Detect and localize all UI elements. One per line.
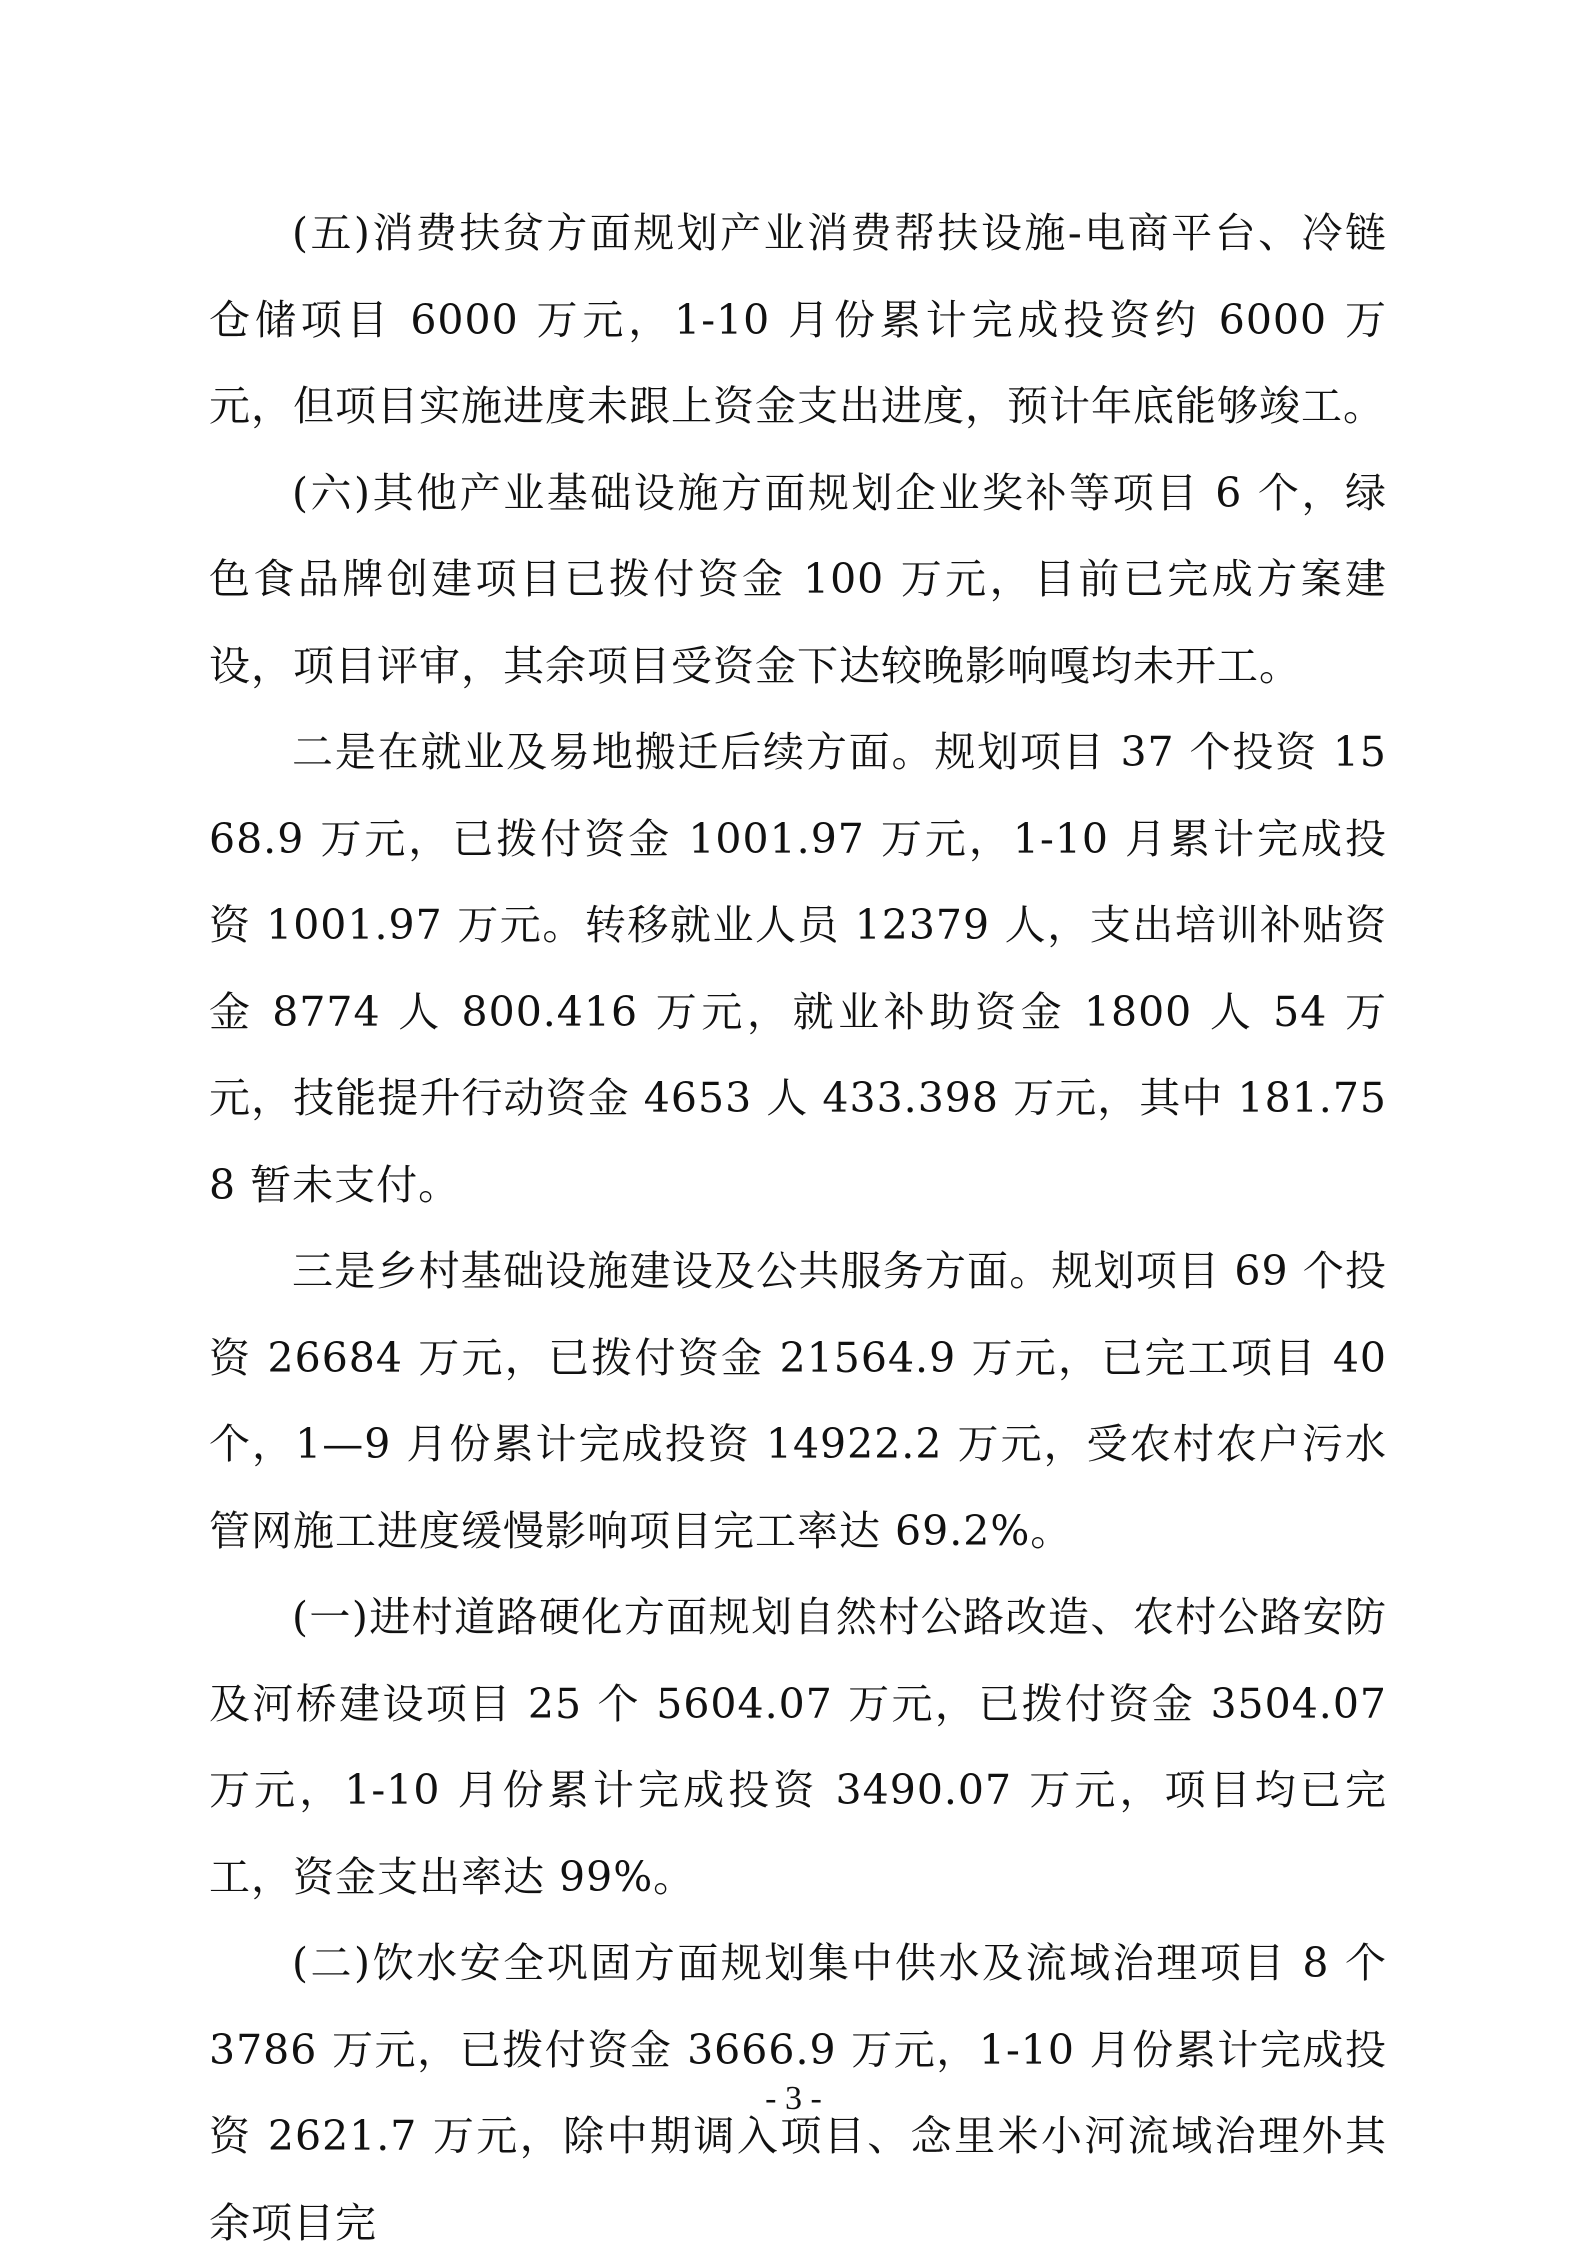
paragraph-consumption-poverty-alleviation: (五)消费扶贫方面规划产业消费帮扶设施-电商平台、冷链仓储项目 6000 万元，1-10 月份累计完成投资约 6000 万元，但项目实施进度未跟上资金支出进度，预计年底能够竣工。 <box>209 209 1387 430</box>
paragraph-drinking-water-safety: (二)饮水安全巩固方面规划集中供水及流域治理项目 8 个 3786 万元，已拨付资金 3666.9 万元，1-10 月份累计完成投资 2621.7 万元，除中期调入项目、念里米小河流域治理外其余项目完 <box>209 1939 1387 2247</box>
page-number: - 3 - <box>765 2080 822 2117</box>
paragraph-employment-relocation: 二是在就业及易地搬迁后续方面。规划项目 37 个投资 1568.9 万元，已拨付资金 1001.97 万元，1-10 月累计完成投资 1001.97 万元。转移就业人员 12379 人，支出培训补贴资金 8774 人 800.416 万元，就业补助资金 1800 人 54 万元，技能提升行动资金 4653 人 433.398 万元，其中 181.758 暂未支付。 <box>209 728 1387 1209</box>
paragraph-rural-infrastructure: 三是乡村基础设施建设及公共服务方面。规划项目 69 个投资 26684 万元，已拨付资金 21564.9 万元，已完工项目 40 个，1—9 月份累计完成投资 14922.2 万元，受农村农户污水管网施工进度缓慢影响项目完工率达 69.2%。 <box>209 1247 1387 1555</box>
paragraph-other-industry-infrastructure: (六)其他产业基础设施方面规划企业奖补等项目 6 个，绿色食品牌创建项目已拨付资金 100 万元，目前已完成方案建设，项目评审，其余项目受资金下达较晚影响嘎均未开工。 <box>209 468 1387 690</box>
document-body <box>209 190 1387 2266</box>
paragraph-road-hardening: (一)进村道路硬化方面规划自然村公路改造、农村公路安防及河桥建设项目 25 个 5604.07 万元，已拨付资金 3504.07 万元，1-10 月份累计完成投资 3490.07 万元，项目均已完工，资金支出率达 99%。 <box>209 1593 1387 1901</box>
